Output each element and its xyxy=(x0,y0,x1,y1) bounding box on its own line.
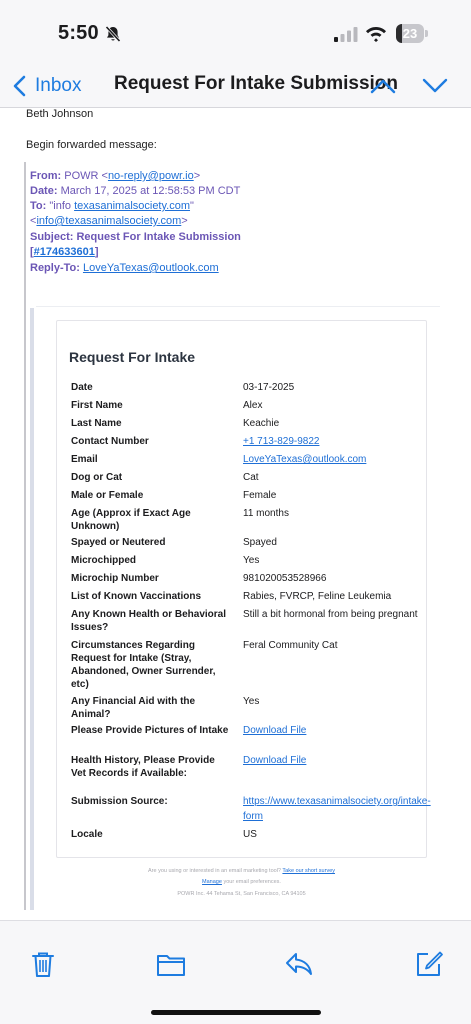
chevron-left-icon xyxy=(12,75,26,97)
status-bar xyxy=(0,0,471,66)
forward-note: Begin forwarded message: xyxy=(26,139,157,151)
cellular-signal-icon xyxy=(334,27,358,42)
email-subject-title: Request For Intake Submission xyxy=(114,73,398,94)
form-field-label: Male or Female xyxy=(71,490,144,501)
form-field-label: Contact Number xyxy=(71,436,149,447)
inner-quote-bar xyxy=(30,308,34,910)
email-body[interactable] xyxy=(0,108,471,920)
battery-indicator xyxy=(396,24,428,43)
header-date: Date: March 17, 2025 at 12:58:53 PM CDT xyxy=(30,185,241,197)
form-field-label: Please Provide Pictures of Intake xyxy=(71,725,229,736)
form-field-value: Alex xyxy=(243,400,263,411)
form-field-label: Locale xyxy=(71,829,103,840)
folder-icon[interactable] xyxy=(156,950,186,978)
to-domain-link[interactable]: texasanimalsociety.com xyxy=(74,200,191,212)
reply-icon[interactable] xyxy=(284,950,314,978)
form-field-value: Still a bit hormonal from being pregnant xyxy=(243,609,418,620)
header-to-email: <info@texasanimalsociety.com> xyxy=(30,215,188,227)
reply-to-email-link[interactable]: LoveYaTexas@outlook.com xyxy=(82,262,219,274)
form-field-label: Last Name xyxy=(71,418,122,429)
survey-link[interactable]: Take our short survey xyxy=(282,868,335,874)
form-field-value: Keachie xyxy=(243,418,280,429)
footer-manage: Manage your email preferences. xyxy=(202,879,281,885)
bell-slash-icon xyxy=(104,25,122,43)
form-field-label: Microchipped xyxy=(71,555,137,566)
trash-icon[interactable] xyxy=(28,950,58,978)
footer-address: POWR Inc. 44 Tehama St, San Francisco, CA 94105 xyxy=(177,891,306,897)
form-field-label: Email xyxy=(71,454,98,465)
form-field-value: US xyxy=(243,829,257,840)
form-field-label: List of Known Vaccinations xyxy=(71,591,202,602)
form-field-value-link[interactable]: https://www.texasanimalsociety.org/intake-form xyxy=(243,796,431,822)
form-field-label: Spayed or Neutered xyxy=(71,537,166,548)
form-field-value-link[interactable]: +1 713-829-9822 xyxy=(243,436,320,447)
battery-percent: 23 xyxy=(402,26,418,41)
inner-quote-divider xyxy=(36,306,440,307)
status-time: 5:50 xyxy=(58,22,99,44)
form-field-value: Spayed xyxy=(243,537,277,548)
next-message-button[interactable] xyxy=(422,74,448,98)
sender-signature: Beth Johnson xyxy=(26,108,94,120)
back-label: Inbox xyxy=(35,75,82,96)
form-field-label: Date xyxy=(71,382,93,393)
header-to: To: "info texasanimalsociety.com" xyxy=(30,200,194,212)
form-field-label: Any Known Health or Behavioral Issues? xyxy=(71,609,227,633)
previous-message-button[interactable] xyxy=(370,74,396,98)
form-field-label: Dog or Cat xyxy=(71,472,123,483)
header-reply-to: Reply-To: LoveYaTexas@outlook.com xyxy=(30,262,219,274)
footer-survey: Are you using or interested in an email marketing tool? Take our short survey xyxy=(147,868,335,874)
form-field-label: Submission Source: xyxy=(71,796,168,807)
compose-icon[interactable] xyxy=(414,950,444,978)
form-field-value: 11 months xyxy=(243,508,289,519)
form-field-value: Female xyxy=(243,490,277,501)
form-field-label: Age (Approx if Exact Age Unknown) xyxy=(71,508,191,532)
to-email-link[interactable]: info@texasanimalsociety.com xyxy=(36,215,182,227)
submission-id-link[interactable]: #174633601 xyxy=(33,246,95,258)
form-field-label: First Name xyxy=(71,400,123,411)
bottom-toolbar xyxy=(0,920,471,1024)
form-field-value-link[interactable]: Download File xyxy=(243,755,307,766)
header-subject-id: [#174633601] xyxy=(30,246,99,258)
form-title: Request For Intake xyxy=(69,349,196,365)
form-field-value: Rabies, FVRCP, Feline Leukemia xyxy=(243,591,392,602)
form-field-label: Any Financial Aid with the Animal? xyxy=(71,696,196,720)
quote-bar xyxy=(24,162,26,910)
form-field-value: 981020053528966 xyxy=(243,573,327,584)
form-field-value: Yes xyxy=(243,696,260,707)
back-to-inbox-button[interactable] xyxy=(12,71,81,101)
form-field-value-link[interactable]: LoveYaTexas@outlook.com xyxy=(243,454,367,465)
intake-form-card xyxy=(56,320,431,858)
form-field-value-link[interactable]: Download File xyxy=(243,725,307,736)
form-field-label: Health History, Please Provide Vet Records if Available: xyxy=(71,755,215,779)
form-field-label: Circumstances Regarding Request for Intake (Stray, Abandoned, Owner Surrender, etc) xyxy=(71,640,216,690)
navigation-bar xyxy=(0,66,471,108)
form-field-value: 03-17-2025 xyxy=(243,382,295,393)
home-indicator[interactable] xyxy=(151,1010,321,1015)
from-email-link[interactable]: no-reply@powr.io xyxy=(107,170,194,182)
form-field-label: Microchip Number xyxy=(71,573,159,584)
manage-preferences-link[interactable]: Manage xyxy=(202,879,222,885)
header-subject: Subject: Request For Intake Submission xyxy=(30,231,241,243)
form-field-value: Feral Community Cat xyxy=(243,640,338,651)
header-from: From: POWR <no-reply@powr.io> xyxy=(30,170,201,182)
form-field-value: Cat xyxy=(243,472,259,483)
form-field-value: Yes xyxy=(243,555,260,566)
wifi-icon xyxy=(365,24,387,42)
